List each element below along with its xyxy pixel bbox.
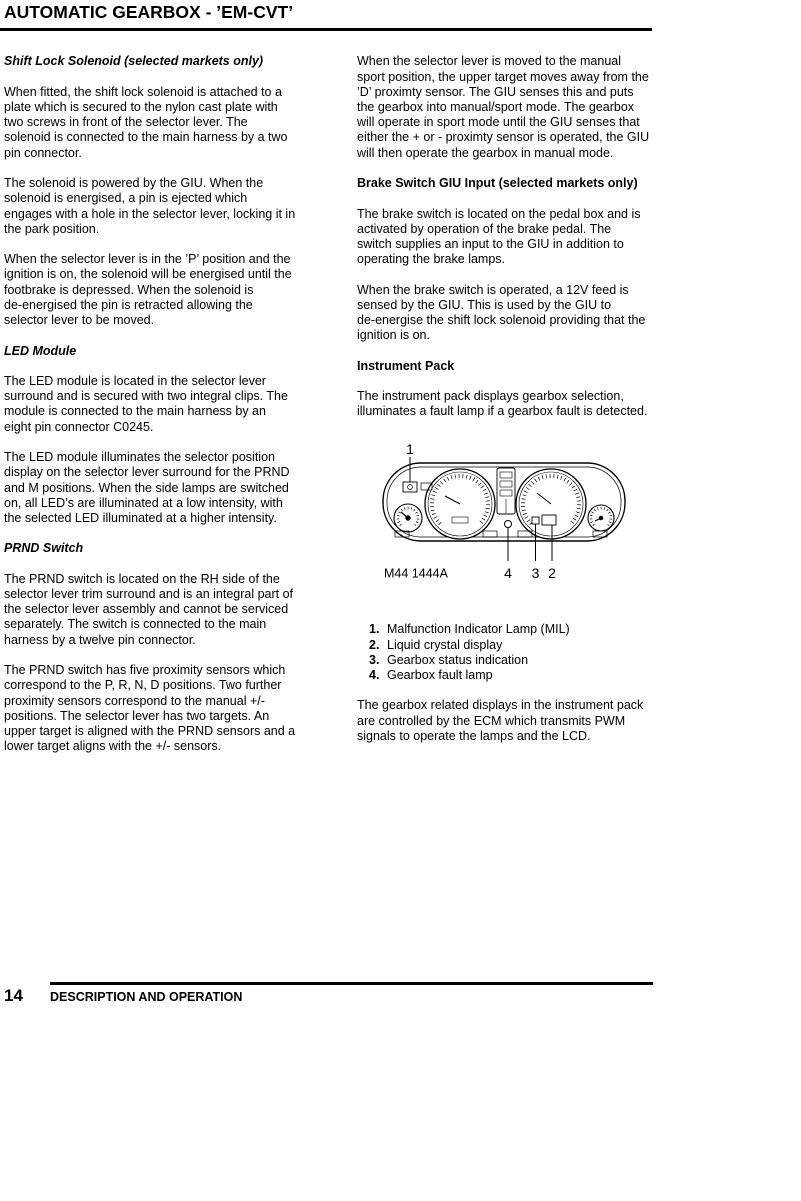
list-item [357,653,654,668]
section-heading-prnd-switch: PRND Switch [4,541,84,556]
gearbox-status-indication [532,517,539,524]
list-number: 4. [369,668,380,683]
section-heading-led-module: LED Module [4,343,77,358]
paragraph: The brake switch is located on the pedal box and is activated by operation of the brake pedal. The switch supplies an input to the GIU in addition to operating the brake lamps. [357,206,641,267]
instrument-pack-diagram [357,435,652,607]
paragraph: When the selector lever is moved to the manual sport position, the upper target moves away from the ’D’ proximty sensor. The GIU senses this and puts the gearbox into manual/sport mode. The gearbox will operate in sport mode until the GIU senses that either the + or - proximty sensor is operated, the GIU will then operate the gearbox in manual mode. [357,54,650,160]
section-heading-brake-switch: Brake Switch GIU Input (selected markets only) [357,176,638,191]
callout-4: 4 [504,564,512,581]
footer-rule [50,982,653,985]
section-heading-instrument-pack: Instrument Pack [357,358,455,373]
list-number: 1. [369,622,380,637]
warning-lamp [500,490,512,496]
list-item [357,638,654,653]
list-text: Gearbox fault lamp [387,668,493,683]
malfunction-indicator-lamp [403,482,417,492]
callout-3: 3 [531,564,540,581]
paragraph: The PRND switch is located on the RH side of the selector lever trim surround and is an integral part of the selector lever assembly and cannot be serviced separately. The switch is connected to the main harness by a twelve pin connector. [4,571,294,647]
list-text: Malfunction Indicator Lamp (MIL) [387,622,570,637]
paragraph: The LED module is located in the selector lever surround and is secured with two integral clips. The module is connected to the main harness by an eight pin connector C0245. [4,373,288,434]
callout-2: 2 [548,564,556,581]
header-rule [0,28,652,31]
paragraph: When the selector lever is in the ’P’ position and the ignition is on, the solenoid will be energised until the footbrake is depressed. When the solenoid is de-energised the pin is retracted allowing the selector lever to be moved. [4,252,292,328]
figure-code: M44 1444A [384,566,448,581]
paragraph: When fitted, the shift lock solenoid is attached to a plate which is secured to the nylon cast plate with two screws in front of the selector lever. The solenoid is connected to the main harness by a two pin connector. [4,84,288,160]
left-column [4,54,301,769]
paragraph: When the brake switch is operated, a 12V feed is sensed by the GIU. This is used by the GIU to de-energise the shift lock solenoid providing that the ignition is on. [357,282,646,343]
page-number: 14 [4,986,23,1005]
footer-section-title: DESCRIPTION AND OPERATION [50,989,243,1004]
list-number: 2. [369,637,380,652]
page-title: AUTOMATIC GEARBOX - ’EM-CVT’ [4,2,294,22]
temperature-gauge-hub [599,516,603,520]
paragraph: The LED module illuminates the selector position display on the selector lever surround for the PRND and M positions. When the side lamps are switched on, all LED’s are illuminated at a low intensity, with the selected LED illuminated at a higher intensity. [4,450,290,525]
list-item [357,668,654,683]
paragraph: The instrument pack displays gearbox selection, illuminates a fault lamp if a gearbox fault is detected. [357,389,648,419]
list-text: Gearbox status indication [387,652,529,667]
callout-1: 1 [406,440,414,457]
cluster-outer-outline [383,463,625,541]
figure-key-list [357,622,654,683]
indicator-lamp [483,531,497,537]
gearbox-fault-lamp [505,520,512,527]
liquid-crystal-display [542,515,556,525]
fuel-gauge-hub [406,516,410,520]
paragraph: The gearbox related displays in the instrument pack are controlled by the ECM which transmits PWM signals to operate the lamps and the LCD. [357,698,644,743]
paragraph: The solenoid is powered by the GIU. When the solenoid is energised, a pin is ejected which engages with a hole in the selector lever, locking it in the park position. [4,176,296,236]
warning-lamp [500,472,512,478]
list-text: Liquid crystal display [387,637,503,652]
right-column [357,54,654,759]
warning-lamp [500,481,512,487]
list-number: 3. [369,652,380,667]
list-item [357,622,654,637]
paragraph: The PRND switch has five proximity sensors which correspond to the P, R, N, D positions. Two further proximity sensors correspond to the manual +/- positions. The selector lever has two targets. An upper target is aligned with the PRND sensors and a lower target aligns with the +/- sensors. [4,663,296,754]
section-heading-shift-lock-solenoid: Shift Lock Solenoid (selected markets only) [4,54,264,69]
instrument-pack-figure [357,435,654,607]
